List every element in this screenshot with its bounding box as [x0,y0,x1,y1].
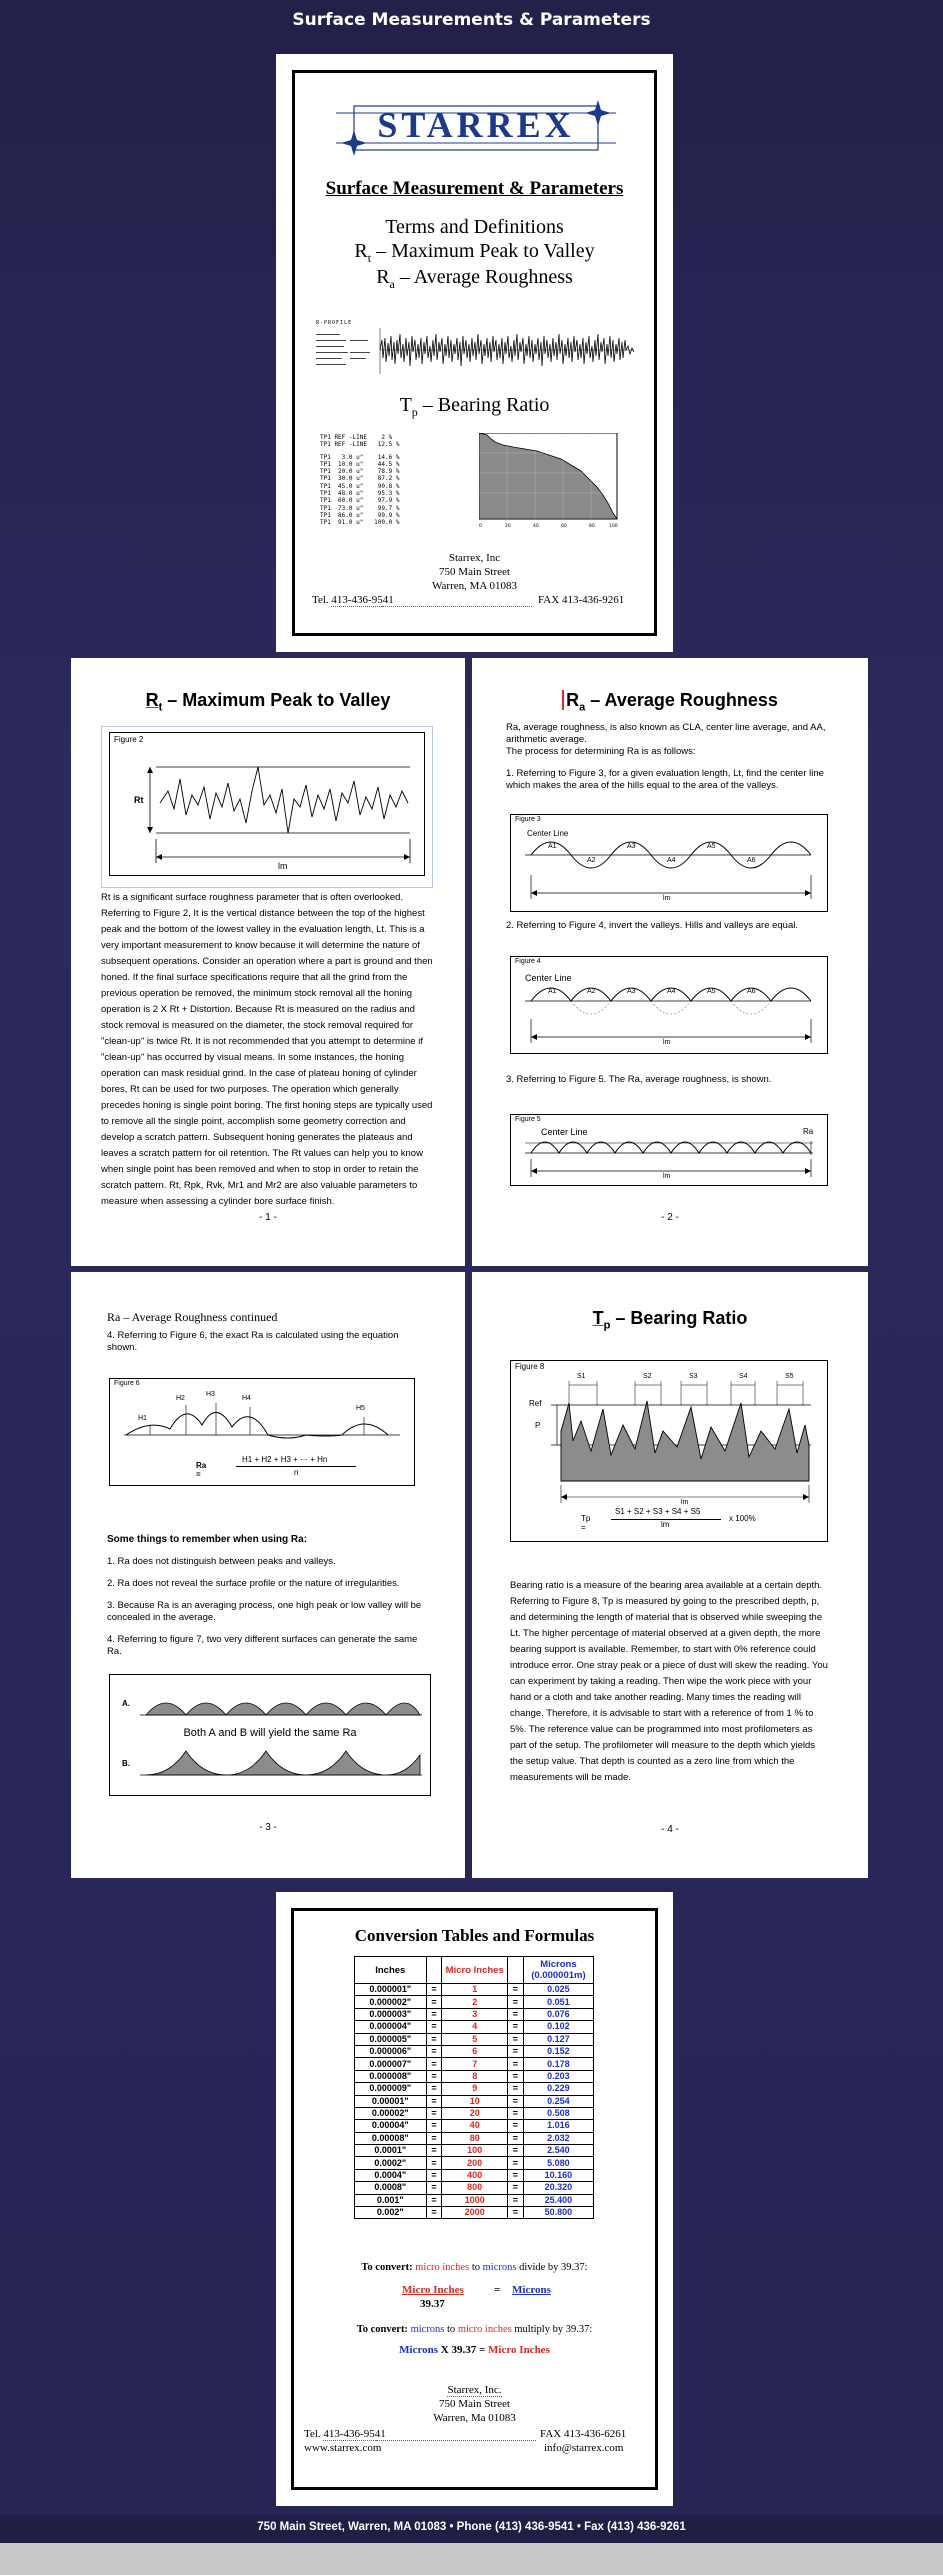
cell-equals: = [426,2033,442,2045]
cell-microns: 0.127 [523,2033,593,2045]
cell-inches: 0.0002" [355,2157,427,2169]
conv-website[interactable]: www.starrex.com [304,2442,382,2454]
cell-equals: = [426,2182,442,2194]
figure-6: Figure 6 H1 H2 H3 H4 H5 Ra = H1 + H2 + H3 + ··· + Hn n [109,1378,415,1486]
cell-equals: = [426,2021,442,2033]
cell-microns: 0.229 [523,2083,593,2095]
cell-micro-inches: 2 [442,1996,508,2008]
page3-r3: 3. Because Ra is an averaging process, one high peak or low valley will be concealed in the average. [107,1600,422,1623]
cell-equals: = [508,2194,524,2206]
cell-equals: = [508,2120,524,2132]
table-row [355,2095,594,2107]
page1-body: Rt is a significant surface roughness parameter that is often overlooked. Referring to Figure 2, It is the vertical distance between the top of the highest peak and the bottom of the lowest valley in the evaluation length, Lt. This is a very important measurement to know because it will determine the nature of subsequent operations. Consider an operation where a part is ground and then honed. If the final surface specifications require that all the grind from the previous operation be removed, the minimum stock removal all the honing operation is 2 X Rt + Distortion. Because Rt is measured on the radius and stock removal is measured on the diameter, the stock removal required for "clean-up" is twice Rt. It is not recommended that you attempt to determine if "clean-up" has occurred by visual means. In some instances, the honing operation can mask residual grind. In the case of plateau honing of cylinder bores, Rt can be used for two purposes. The operation which generally precedes honing is single point boring. The first honing steps are typically used to remove all the single point, accomplish some geometry correction and develop a scratch pattern. Subsequent honing generates the plateaus and leaves a scratch pattern for oil retention. The Rt values can help you to know when single point has been removed and when to stop in order to retain the scratch pattern. Rt, Rpk, Rvk, Mr1 and Mr2 are also valuable parameters to measure when assessing a cylinder bore surface finish. [101,892,433,1207]
bearing-row: TP1 86.0 u" 99.9 % [320,511,400,519]
cover-company: Starrex, Inc [448,552,501,564]
bearing-row: TP1 REF -LINE 2 % [320,434,393,441]
page4-number: - 4 - [661,1824,679,1835]
cell-equals: = [426,2107,442,2119]
cell-micro-inches: 4 [442,2021,508,2033]
page-footer: 750 Main Street, Warren, MA 01083 • Phone (413) 436-9541 • Fax (413) 436-9261 [257,2521,686,2533]
table-row [355,2070,594,2082]
table-row [355,2107,594,2119]
cell-equals: = [426,2058,442,2070]
page2-step3: 3. Referring to Figure 5. The Ra, average roughness, is shown. [506,1074,772,1085]
table-row [355,2157,594,2169]
conv-email[interactable]: info@starrex.com [544,2442,624,2454]
page3-r4: 4. Referring to figure 7, two very different surfaces can generate the same Ra. [107,1634,418,1657]
cell-equals: = [508,2095,524,2107]
page1-number: - 1 - [259,1212,277,1223]
conv-city: Warren, Ma 01083 [433,2412,516,2424]
cover-page [276,54,673,652]
table-row [355,2058,594,2070]
table-row [355,2120,594,2132]
cell-equals: = [508,2033,524,2045]
cover-line-tp: $T_p$ – Bearing Ratio [399,394,550,419]
cell-inches: 0.001" [355,2194,427,2206]
cell-equals: = [508,2207,524,2219]
page-rt [71,658,465,1266]
cell-equals: = [508,2145,524,2157]
cell-equals: = [508,2083,524,2095]
cover-city: Warren, MA 01083 [432,580,517,592]
page3-remember-title: Some things to remember when using Ra: [107,1534,308,1545]
cell-micro-inches: 1000 [442,2194,508,2206]
page4-body: Bearing ratio is a measure of the bearing area available at a certain depth. Referring to Figure 8, Tp is measured by going to the prescribed depth, p, and determining the length of material that is observed while sweeping the Lt. The higher percentage of material observed at a given depth, the more bearing support is available. Remember, to start with 0% reference could introduce error. One stray peak or a piece of dust will skew the reading. You can experiment by taking a reading. Then wipe the work piece with your hand or a cloth and take another reading. Many times the reading will change. Therefore, it is advisable to start with a reference of from 1 % to 5%. The reference value can be programmed into most profilometers as part of the setup. The profilometer will measure to the depth which yields the setup value. That depth is counted as a zero line from which the measurements will be made. [510,1580,828,1783]
svg-text:0: 0 [479,524,482,529]
conv-fax: FAX 413-436-6261 [540,2428,627,2440]
cell-equals: = [426,2132,442,2144]
cell-equals: = [508,2045,524,2057]
conv-street: 750 Main Street [439,2398,510,2410]
cell-micro-inches: 10 [442,2095,508,2107]
cell-inches: 0.000007" [355,2058,427,2070]
svg-text:20: 20 [505,524,511,529]
cell-inches: 0.00004" [355,2120,427,2132]
cell-equals: = [426,2008,442,2020]
cell-micro-inches: 3 [442,2008,508,2020]
table-row [355,2194,594,2206]
cell-equals: = [508,2021,524,2033]
cell-micro-inches: 400 [442,2169,508,2181]
cell-inches: 0.000005" [355,2033,427,2045]
figure-8: Figure 8 S1 S2 S3 S4 S5 Ref P lm Tp = S1 + S2 + S3 + S4 + S5 lm x 100% [510,1360,828,1542]
cell-equals: = [508,2058,524,2070]
cell-micro-inches: 2000 [442,2207,508,2219]
table-row [355,2132,594,2144]
cell-microns: 50.800 [523,2207,593,2219]
svg-text:40: 40 [533,524,539,529]
cell-equals: = [426,2169,442,2181]
bearing-curve-image [479,433,624,531]
cell-inches: 0.00008" [355,2132,427,2144]
page-ra-continued [71,1272,465,1878]
cell-microns: 0.254 [523,2095,593,2107]
bearing-row: TP1 60.0 u" 97.9 % [320,497,400,505]
table-row [355,2008,594,2020]
cell-microns: 0.051 [523,1996,593,2008]
table-row [355,1984,594,1996]
cell-microns: 2.540 [523,2145,593,2157]
conversion-table [354,1956,594,2219]
page-tp [472,1272,868,1878]
page3-number: - 3 - [259,1822,277,1833]
cover-line-terms: Terms and Definitions [385,216,564,238]
cell-micro-inches: 6 [442,2045,508,2057]
cover-fax: FAX 413-436-9261 [538,594,625,606]
page1-title: $R_t$ – Maximum Peak to Valley [145,690,391,714]
table-row [355,2169,594,2181]
cell-inches: 0.0004" [355,2169,427,2181]
figure-4: Figure 4 Center Line A1 A2 A3 A4 A5 A6 lm [510,956,828,1054]
cell-inches: 0.000003" [355,2008,427,2020]
cell-equals: = [508,2107,524,2119]
cell-micro-inches: 8 [442,2070,508,2082]
cell-microns: 0.025 [523,1984,593,1996]
cell-microns: 0.508 [523,2107,593,2119]
table-row [355,2182,594,2194]
cell-micro-inches: 80 [442,2132,508,2144]
cell-equals: = [508,1984,524,1996]
bearing-row: TP1 3.0 u" 14.6 % [320,453,400,461]
profile-label: R-PROFILE [316,320,353,326]
page2-step2: 2. Referring to Figure 4, invert the valleys. Hills and valleys are equal. [506,920,798,931]
page-ra [472,658,868,1266]
cell-micro-inches: 20 [442,2107,508,2119]
cell-inches: 0.000001" [355,1984,427,1996]
cell-equals: = [508,2182,524,2194]
cell-inches: 0.002" [355,2207,427,2219]
cell-equals: = [426,2070,442,2082]
table-row [355,1996,594,2008]
cell-micro-inches: 800 [442,2182,508,2194]
convert-rule-2: To convert: microns to micro inches multiply by 39.37: [356,2324,593,2335]
bearing-row: TP1 10.0 u" 44.5 % [320,460,400,468]
cell-equals: = [508,1996,524,2008]
col-micro-inches: Micro Inches [442,1957,508,1984]
col-microns: Microns (0.000001m) [523,1957,593,1984]
svg-text:100: 100 [609,524,618,529]
bearing-row: TP1 20.0 u" 78.9 % [320,468,400,476]
cell-microns: 2.032 [523,2132,593,2144]
cell-inches: 0.00002" [355,2107,427,2119]
page2-number: - 2 - [661,1212,679,1223]
cell-equals: = [426,2083,442,2095]
cell-inches: 0.00001" [355,2095,427,2107]
cell-equals: = [426,1984,442,1996]
figure-2-drawing [110,733,424,875]
cell-inches: 0.000008" [355,2070,427,2082]
cell-equals: = [426,2045,442,2057]
cell-micro-inches: 7 [442,2058,508,2070]
cell-microns: 25.400 [523,2194,593,2206]
logo-text: STARREX [377,105,575,145]
cell-microns: 0.152 [523,2045,593,2057]
cell-microns: 5.080 [523,2157,593,2169]
conv-company: Starrex, Inc. [447,2384,502,2396]
figure-6-drawing [110,1379,414,1485]
roughness-profile-image [316,328,636,374]
table-row [355,2145,594,2157]
cell-microns: 1.016 [523,2120,593,2132]
cell-micro-inches: 1 [442,1984,508,1996]
cell-micro-inches: 5 [442,2033,508,2045]
cell-microns: 0.102 [523,2021,593,2033]
bearing-table [320,434,399,527]
page3-heading: Ra – Average Roughness continued [107,1310,278,1324]
page3-r1: 1. Ra does not distinguish between peaks and valleys. [107,1556,336,1567]
cell-equals: = [426,2157,442,2169]
convert-rule-1: To convert: micro inches to microns divide by 39.37: [361,2262,588,2273]
page2-intro2: The process for determining Ra is as follows: [506,746,696,757]
cell-micro-inches: 200 [442,2157,508,2169]
conversion-title: Conversion Tables and Formulas [354,1926,595,1945]
cell-equals: = [426,2095,442,2107]
bearing-row: TP1 REF -LINE 12.5 % [320,441,400,449]
page2-title: $R_a$ – Average Roughness [472,690,868,714]
cell-inches: 0.000002" [355,1996,427,2008]
cell-equals: = [508,2008,524,2020]
table-row [355,2021,594,2033]
cell-micro-inches: 40 [442,2120,508,2132]
figure-5: Figure 5 Center Line Ra lm [510,1114,828,1186]
page3-r2: 2. Ra does not reveal the surface profile or the nature of irregularities. [107,1578,400,1589]
cover-tel: Tel. 413-436-9541 [312,594,394,606]
cell-equals: = [426,2120,442,2132]
cell-microns: 10.160 [523,2169,593,2181]
cover-line-ra: $R_a$ – Average Roughness [376,266,573,291]
bearing-row: TP1 48.0 u" 95.3 % [320,490,400,498]
cell-equals: = [508,2157,524,2169]
bearing-row: TP1 30.0 u" 87.2 % [320,475,400,483]
bearing-row: TP1 45.0 u" 90.8 % [320,482,400,490]
cell-inches: 0.0008" [355,2182,427,2194]
cover-line-rt: $R_t$ – Maximum Peak to Valley [354,240,595,265]
cell-equals: = [426,2194,442,2206]
page2-step1: 1. Referring to Figure 3, for a given evaluation length, Lt, find the center line which makes the area of the hills equal to the area of the valleys. [506,768,824,791]
figure-2: Figure 2 Rt lm [109,732,425,876]
cell-microns: 0.203 [523,2070,593,2082]
conv-tel: Tel. 413-436-9541 [304,2428,386,2440]
conversion-page: Conversion Tables and Formulas Inches Micro Inches Microns (0.000001m) 0.000001" = 1 = 0.025 0.000002" = 2 = 0.051 0.000003" = 3 = 0.076 0.000004" = 4 = 0.102 0.000005" = 5 = 0.127 0.000006" = 6 = 0.152 0.000007" = 7 = 0.178 0.000008" = 8 = 0.203 0.000009" = 9 = 0.229 0.00001" = 10 = 0.254 0.00002" = 20 = 0.508 0.00004" = 40 = 1.016 0.00008" = 80 = 2.032 0.0001" = 100 = 2.540 0.0002" = 200 = 5.080 0.0004" = 400 = 10.160 0.0008" = 800 = 20.320 0.001" = 1000 = 25.400 0.002" = 2000 = 50.800 To convert: micro inches to microns divide by 39.37: Micro Inches 39.37 = Microns To convert: microns to micro inches multiply by 39.37: Microns X 39.37 = Micro Inches Starrex, Inc. 750 Main Street Warren, Ma 01083 Tel. 413-436-9541 FAX 413-436-6261 www.starrex.com info@starrex.com [276,1892,673,2506]
cell-equals: = [426,1996,442,2008]
svg-text:80: 80 [589,524,595,529]
bearing-row: TP1 91.0 u" 100.0 % [320,519,400,527]
cell-inches: 0.000006" [355,2045,427,2057]
table-row [355,2207,594,2219]
cell-inches: 0.0001" [355,2145,427,2157]
cover-street: 750 Main Street [439,566,510,578]
cell-microns: 20.320 [523,2182,593,2194]
col-inches: Inches [355,1957,427,1984]
cell-microns: 0.076 [523,2008,593,2020]
cell-micro-inches: 100 [442,2145,508,2157]
figure-7: A. B. Both A and B will yield the same Ra [109,1674,431,1796]
table-row [355,2083,594,2095]
page3-step4: 4. Referring to Figure 6, the exact Ra is calculated using the equation shown. [107,1330,399,1353]
cell-microns: 0.178 [523,2058,593,2070]
cell-equals: = [508,2169,524,2181]
cell-equals: = [426,2145,442,2157]
bearing-row: TP1 73.0 u" 99.7 % [320,504,400,512]
convert-multiply: Microns X 39.37 = Micro Inches [399,2344,550,2356]
cell-inches: 0.000004" [355,2021,427,2033]
figure-3: Figure 3 Center Line A1 A2 A3 A4 A5 A6 lm [510,814,828,912]
cell-equals: = [508,2132,524,2144]
table-row [355,2045,594,2057]
cell-inches: 0.000009" [355,2083,427,2095]
page4-title: $T_p$ – Bearing Ratio [592,1308,748,1332]
cover-title: Surface Measurement & Parameters [325,178,624,199]
page2-intro: Ra, average roughness, is also known as CLA, center line average, and AA, arithmetic average. [506,722,826,745]
cell-micro-inches: 9 [442,2083,508,2095]
svg-text:60: 60 [561,524,567,529]
page-banner: Surface Measurements & Parameters [292,10,651,30]
cell-equals: = [508,2070,524,2082]
table-row [355,2033,594,2045]
cell-equals: = [426,2207,442,2219]
